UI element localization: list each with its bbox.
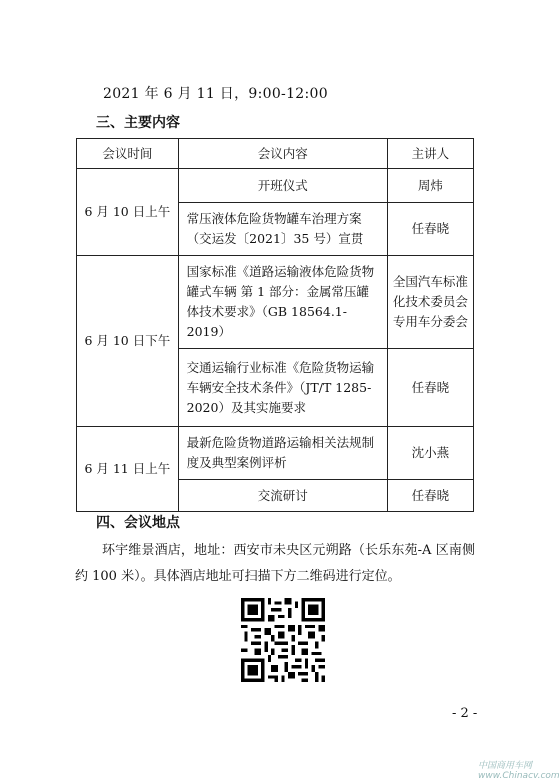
row-speaker: 任春晓 bbox=[387, 203, 473, 256]
row-content: 最新危险货物道路运输相关法规制度及典型案例评析 bbox=[178, 427, 387, 480]
row-time: 6 月 10 日上午 bbox=[77, 169, 179, 256]
header-time: 会议时间 bbox=[77, 139, 179, 169]
header-speaker: 主讲人 bbox=[387, 139, 473, 169]
row-time: 6 月 11 日上午 bbox=[77, 427, 179, 512]
row-speaker: 全国汽车标准化技术委员会专用车分委会 bbox=[387, 256, 473, 349]
row-content: 常压液体危险货物罐车治理方案（交运发〔2021〕35 号）宣贯 bbox=[178, 203, 387, 256]
row-speaker: 沈小燕 bbox=[387, 427, 473, 480]
row-content: 交流研讨 bbox=[178, 480, 387, 512]
row-content: 交通运输行业标准《危险货物运输车辆安全技术条件》（JT/T 1285-2020）及其实施要求 bbox=[178, 349, 387, 427]
row-speaker: 任春晓 bbox=[387, 480, 473, 512]
row-speaker: 任春晓 bbox=[387, 349, 473, 427]
page-number: - 2 - bbox=[452, 706, 478, 721]
table-row bbox=[77, 169, 474, 203]
row-speaker: 周炜 bbox=[387, 169, 473, 203]
table-header-row bbox=[77, 139, 474, 169]
schedule-table bbox=[76, 138, 474, 512]
section-title-venue: 四、会议地点 bbox=[96, 515, 180, 531]
watermark: 中国商用车网 www.Chinacv.com bbox=[478, 761, 560, 781]
table-row bbox=[77, 256, 474, 349]
row-time: 6 月 10 日下午 bbox=[77, 256, 179, 427]
row-content: 开班仪式 bbox=[178, 169, 387, 203]
date-line: 2021 年 6 月 11 日，9:00-12:00 bbox=[103, 86, 328, 102]
qr-code-icon bbox=[241, 598, 325, 682]
row-content: 国家标准《道路运输液体危险货物罐式车辆 第 1 部分：金属常压罐体技术要求》（GB 18564.1-2019） bbox=[178, 256, 387, 349]
section-title-main-content: 三、主要内容 bbox=[96, 115, 180, 131]
venue-paragraph: 环宇维景酒店，地址：西安市未央区元朔路（长乐东苑-A 区南侧约 100 米）。具体酒店地址可扫描下方二维码进行定位。 bbox=[75, 543, 475, 584]
table-row bbox=[77, 427, 474, 480]
header-content: 会议内容 bbox=[178, 139, 387, 169]
